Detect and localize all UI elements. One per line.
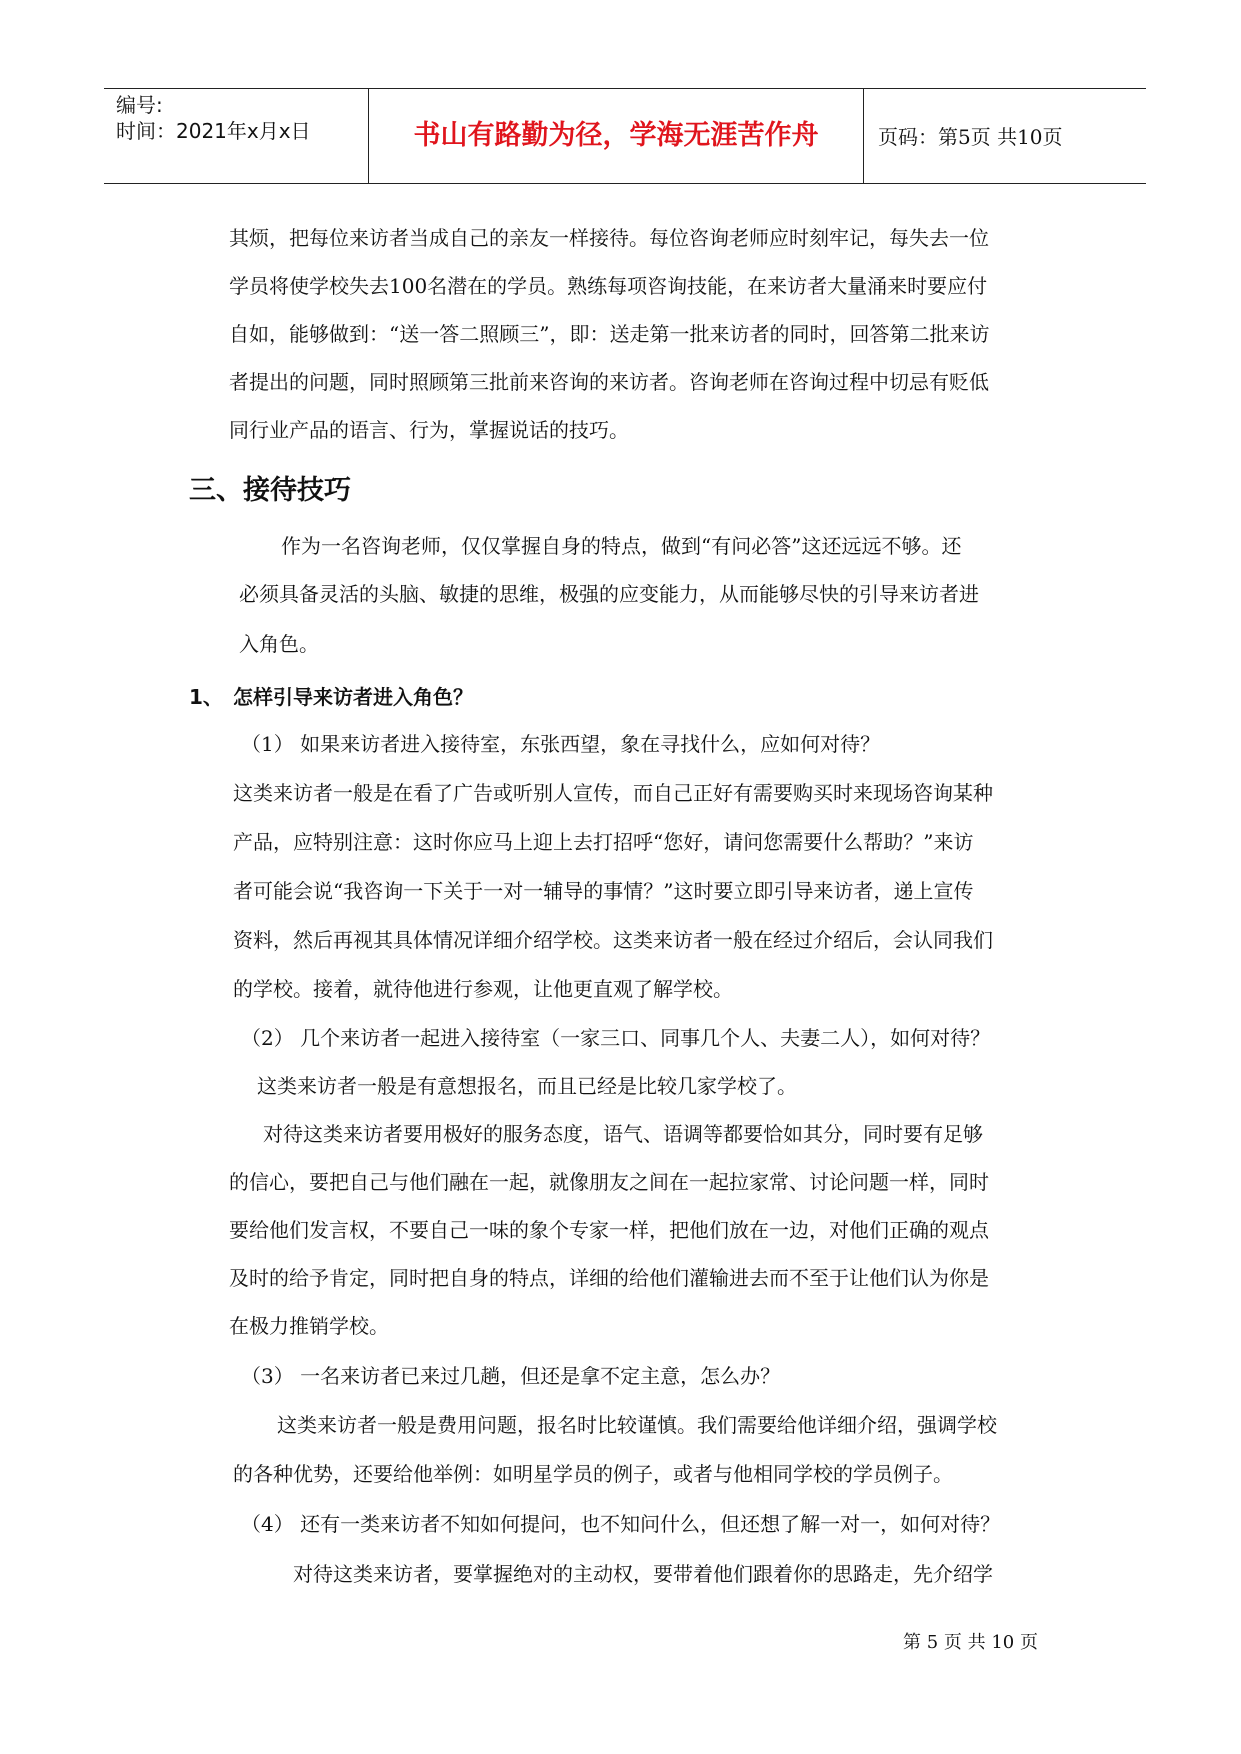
header-motto: 书山有路勤为径，学海无涯苦作舟 [413,120,819,151]
case-2-answer-line: 的信心，要把自己与他们融在一起，就像朋友之间在一起拉家常、讨论问题一样，同时 [229,1170,989,1194]
intro-line: 其烦，把每位来访者当成自己的亲友一样接待。每位咨询老师应时刻牢记，每失去一位 [229,226,989,250]
intro-line: 同行业产品的语言、行为，掌握说话的技巧。 [229,418,629,442]
case-1-answer-line: 产品，应特别注意：这时你应马上迎上去打招呼“您好，请问您需要什么帮助？”来访 [233,830,974,854]
case-3-answer-line: 这类来访者一般是费用问题，报名时比较谨慎。我们需要给他详细介绍，强调学校 [277,1413,997,1437]
document-number-label: 编号: [116,93,163,117]
case-2-note: 这类来访者一般是有意想报名，而且已经是比较几家学校了。 [257,1074,797,1098]
subheading-number: 1、 [189,685,223,709]
section-heading: 三、接待技巧 [189,475,351,506]
intro-line: 学员将使学校失去100名潜在的学员。熟练每项咨询技能，在来访者大量涌来时要应付 [229,274,988,298]
document-time-label: 时间：2021年x月x日 [116,119,311,143]
case-2-answer-line: 及时的给予肯定，同时把自身的特点，详细的给他们灌输进去而不至于让他们认为你是 [229,1266,989,1290]
case-2-answer-line: 在极力推销学校。 [229,1314,389,1338]
document-header [104,88,1146,184]
intro-line: 者提出的问题，同时照顾第三批前来咨询的来访者。咨询老师在咨询过程中切忌有贬低 [229,370,989,394]
section-intro-line: 作为一名咨询老师，仅仅掌握自身的特点，做到“有问必答”这还远远不够。还 [281,534,962,558]
header-left-cell [104,89,369,183]
header-page-label: 页码：第5页 共10页 [878,125,1063,149]
page-footer: 第 5 页 共 10 页 [903,1632,1038,1653]
case-1-answer-line: 的学校。接着，就待他进行参观，让他更直观了解学校。 [233,977,733,1001]
intro-line: 自如，能够做到：“送一答二照顾三”，即：送走第一批来访者的同时，回答第二批来访 [229,322,990,346]
section-intro-line: 入角色。 [239,632,319,656]
case-3-question: （3） 一名来访者已来过几趟，但还是拿不定主意，怎么办？ [241,1364,781,1388]
case-2-answer-line: 对待这类来访者要用极好的服务态度，语气、语调等都要恰如其分，同时要有足够 [263,1122,983,1146]
header-right-cell [864,89,1146,183]
header-middle-cell [369,89,864,183]
case-2-question: （2） 几个来访者一起进入接待室（一家三口、同事几个人、夫妻二人），如何对待？ [241,1026,991,1050]
case-4-question: （4） 还有一类来访者不知如何提问，也不知问什么，但还想了解一对一，如何对待？ [241,1512,1001,1536]
case-1-answer-line: 资料，然后再视其具体情况详细介绍学校。这类来访者一般在经过介绍后，会认同我们 [233,928,993,952]
case-1-answer-line: 这类来访者一般是在看了广告或听别人宣传，而自己正好有需要购买时来现场咨询某种 [233,781,993,805]
case-4-answer-line: 对待这类来访者，要掌握绝对的主动权，要带着他们跟着你的思路走，先介绍学 [293,1562,993,1586]
case-3-answer-line: 的各种优势，还要给他举例：如明星学员的例子，或者与他相同学校的学员例子。 [233,1462,953,1486]
subheading-text: 怎样引导来访者进入角色？ [233,685,473,709]
case-1-question: （1） 如果来访者进入接待室，东张西望，象在寻找什么，应如何对待？ [241,732,881,756]
section-intro-line: 必须具备灵活的头脑、敏捷的思维，极强的应变能力，从而能够尽快的引导来访者进 [239,582,979,606]
case-2-answer-line: 要给他们发言权，不要自己一味的象个专家一样，把他们放在一边，对他们正确的观点 [229,1218,989,1242]
case-1-answer-line: 者可能会说“我咨询一下关于一对一辅导的事情？”这时要立即引导来访者，递上宣传 [233,879,974,903]
